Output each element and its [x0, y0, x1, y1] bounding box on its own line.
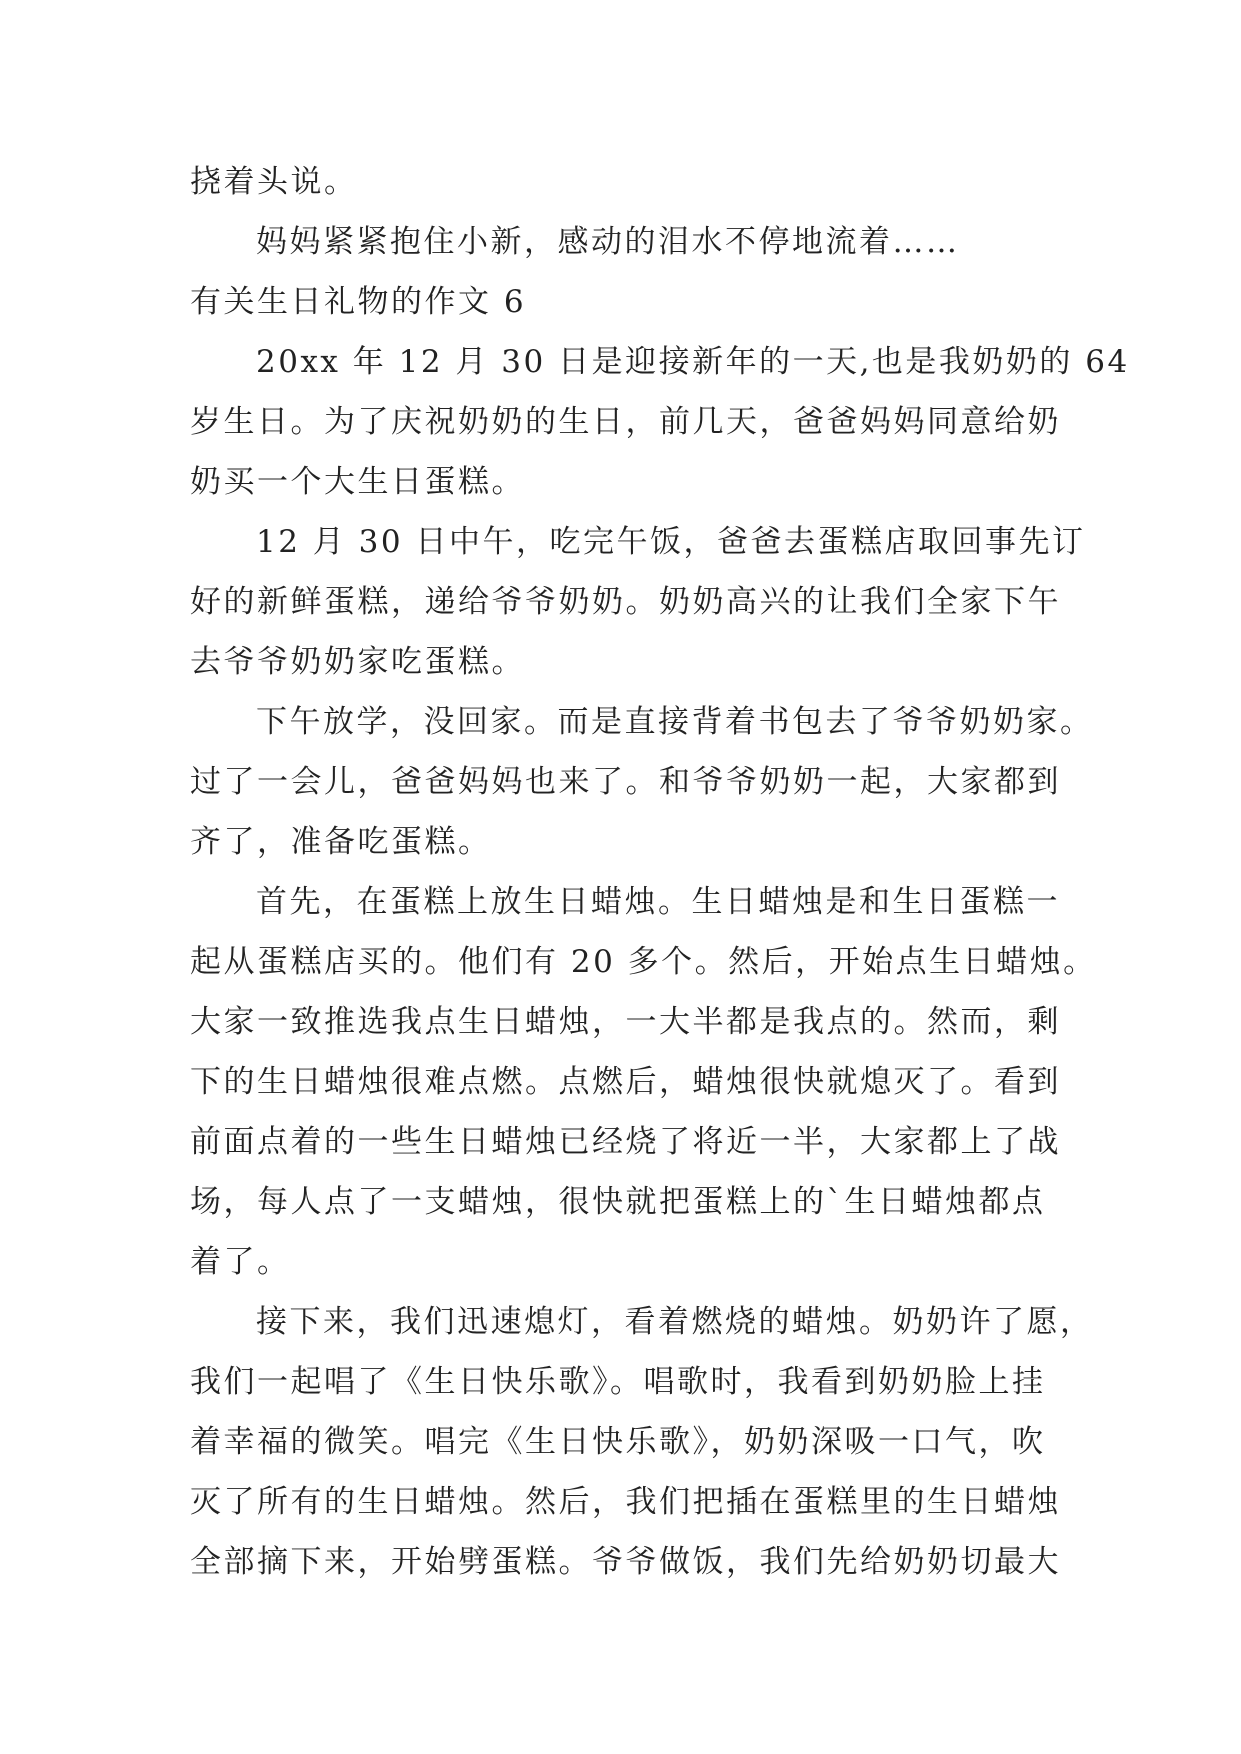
text-line: 奶买一个大生日蛋糕。 [190, 464, 525, 500]
text-line: 前面点着的一些生日蜡烛已经烧了将近一半，大家都上了战 [190, 1124, 1061, 1160]
paragraph-start-line: 妈妈紧紧抱住小新，感动的泪水不停地流着…… [256, 224, 960, 260]
section-heading: 有关生日礼物的作文 6 [190, 284, 527, 320]
paragraph-start-line: 接下来，我们迅速熄灯，看着燃烧的蜡烛。奶奶许了愿， [256, 1304, 1094, 1340]
text-line: 好的新鲜蛋糕，递给爷爷奶奶。奶奶高兴的让我们全家下午 [190, 584, 1061, 620]
paragraph-start-line: 20xx 年 12 月 30 日是迎接新年的一天,也是我奶奶的 64 [256, 344, 1130, 380]
paragraph-start-line: 下午放学，没回家。而是直接背着书包去了爷爷奶奶家。 [256, 704, 1094, 740]
text-line: 过了一会儿，爸爸妈妈也来了。和爷爷奶奶一起，大家都到 [190, 764, 1061, 800]
text-line: 齐了，准备吃蛋糕。 [190, 824, 492, 860]
text-line: 灭了所有的生日蜡烛。然后，我们把插在蛋糕里的生日蜡烛 [190, 1484, 1061, 1520]
text-line: 挠着头说。 [190, 164, 358, 200]
text-line: 着幸福的微笑。唱完《生日快乐歌》，奶奶深吸一口气，吹 [190, 1424, 1046, 1460]
text-line: 去爷爷奶奶家吃蛋糕。 [190, 644, 525, 680]
text-line: 起从蛋糕店买的。他们有 20 多个。然后，开始点生日蜡烛。 [190, 944, 1097, 980]
text-line: 全部摘下来，开始劈蛋糕。爷爷做饭，我们先给奶奶切最大 [190, 1544, 1061, 1580]
text-line: 下的生日蜡烛很难点燃。点燃后，蜡烛很快就熄灭了。看到 [190, 1064, 1061, 1100]
paragraph-start-line: 首先，在蛋糕上放生日蜡烛。生日蜡烛是和生日蛋糕一 [256, 884, 1060, 920]
text-line: 着了。 [190, 1244, 291, 1280]
paragraph-start-line: 12 月 30 日中午，吃完午饭，爸爸去蛋糕店取回事先订 [256, 524, 1086, 560]
text-line: 我们一起唱了《生日快乐歌》。唱歌时，我看到奶奶脸上挂 [190, 1364, 1046, 1400]
text-line: 场，每人点了一支蜡烛，很快就把蛋糕上的`生日蜡烛都点 [190, 1184, 1046, 1220]
text-line: 大家一致推选我点生日蜡烛，一大半都是我点的。然而，剩 [190, 1004, 1061, 1040]
text-line: 岁生日。为了庆祝奶奶的生日，前几天，爸爸妈妈同意给奶 [190, 404, 1061, 440]
